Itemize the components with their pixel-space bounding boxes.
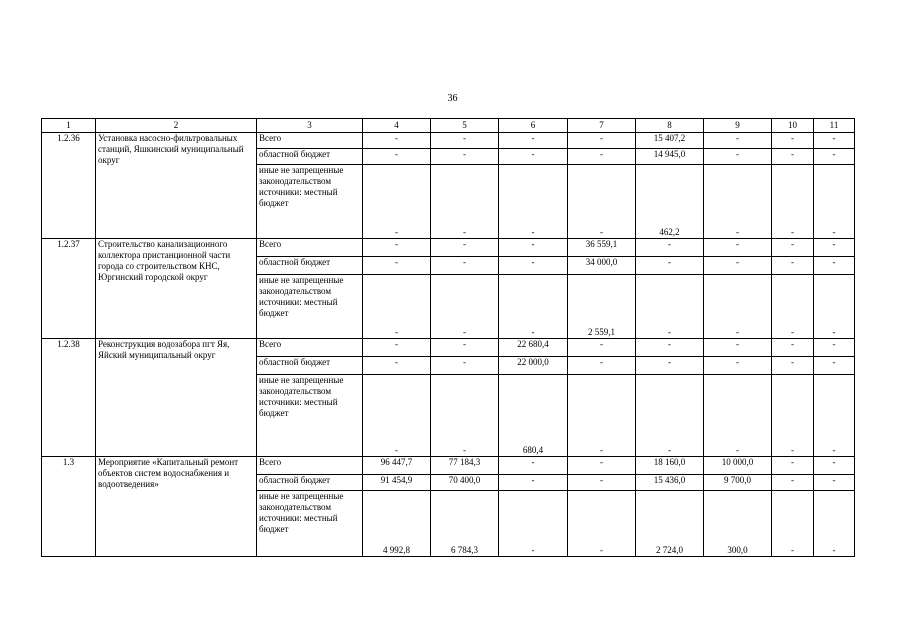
value-cell: -	[704, 239, 772, 257]
column-header: 11	[814, 119, 855, 133]
value-cell: 22 680,4	[499, 339, 568, 357]
funding-source: областной бюджет	[257, 357, 363, 375]
value-cell: -	[772, 275, 814, 339]
value-cell: 2 724,0	[636, 491, 704, 557]
value-cell: -	[704, 133, 772, 149]
value-cell: 462,2	[636, 165, 704, 239]
value-cell: 2 559,1	[568, 275, 636, 339]
value-cell: -	[814, 475, 855, 491]
value-cell: -	[814, 165, 855, 239]
value-cell: -	[772, 165, 814, 239]
funding-source: Всего	[257, 457, 363, 475]
value-cell: -	[772, 357, 814, 375]
value-cell: -	[568, 149, 636, 165]
value-cell: -	[363, 133, 431, 149]
value-cell: -	[499, 475, 568, 491]
value-cell: -	[363, 357, 431, 375]
value-cell: -	[814, 457, 855, 475]
value-cell: -	[568, 357, 636, 375]
value-cell: 6 784,3	[431, 491, 499, 557]
column-header: 5	[431, 119, 499, 133]
table-row	[42, 339, 855, 357]
value-cell: -	[636, 239, 704, 257]
value-cell: 9 700,0	[704, 475, 772, 491]
value-cell: -	[814, 239, 855, 257]
value-cell: 70 400,0	[431, 475, 499, 491]
value-cell: -	[499, 133, 568, 149]
value-cell: -	[814, 149, 855, 165]
value-cell: -	[499, 149, 568, 165]
value-cell: -	[636, 375, 704, 457]
value-cell: 91 454,9	[363, 475, 431, 491]
value-cell: 22 000,0	[499, 357, 568, 375]
funding-source: иные не запрещенные законодательством источники: местный бюджет	[257, 275, 363, 339]
value-cell: 4 992,8	[363, 491, 431, 557]
value-cell: 96 447,7	[363, 457, 431, 475]
row-code: 1.2.36	[42, 133, 96, 239]
funding-source: Всего	[257, 239, 363, 257]
value-cell: 300,0	[704, 491, 772, 557]
value-cell: -	[568, 375, 636, 457]
column-header: 6	[499, 119, 568, 133]
value-cell: -	[431, 257, 499, 275]
table-row	[42, 457, 855, 475]
value-cell: -	[499, 165, 568, 239]
column-header: 1	[42, 119, 96, 133]
row-code: 1.3	[42, 457, 96, 557]
value-cell: -	[704, 149, 772, 165]
value-cell: -	[814, 491, 855, 557]
value-cell: -	[431, 133, 499, 149]
value-cell: -	[499, 275, 568, 339]
value-cell: -	[431, 339, 499, 357]
value-cell: 15 436,0	[636, 475, 704, 491]
column-header: 2	[96, 119, 257, 133]
value-cell: -	[772, 475, 814, 491]
value-cell: -	[363, 275, 431, 339]
value-cell: -	[363, 149, 431, 165]
value-cell: -	[568, 133, 636, 149]
value-cell: -	[568, 475, 636, 491]
value-cell: -	[636, 339, 704, 357]
value-cell: -	[499, 457, 568, 475]
value-cell: -	[431, 165, 499, 239]
funding-source: Всего	[257, 133, 363, 149]
value-cell: -	[814, 133, 855, 149]
column-header: 9	[704, 119, 772, 133]
funding-source: областной бюджет	[257, 149, 363, 165]
table-row	[42, 133, 855, 149]
value-cell: -	[568, 491, 636, 557]
value-cell: 15 407,2	[636, 133, 704, 149]
row-name: Строительство канализационного коллектора пристанционной части города со строительством КНС, Юргинский городской округ	[96, 239, 257, 339]
funding-source: Всего	[257, 339, 363, 357]
value-cell: 34 000,0	[568, 257, 636, 275]
funding-source: областной бюджет	[257, 475, 363, 491]
value-cell: 14 945,0	[636, 149, 704, 165]
value-cell: -	[431, 357, 499, 375]
row-name: Мероприятие «Капитальный ремонт объектов систем водоснабжения и водоотведения»	[96, 457, 257, 557]
value-cell: -	[363, 257, 431, 275]
value-cell: -	[636, 275, 704, 339]
funding-source: областной бюджет	[257, 257, 363, 275]
value-cell: -	[568, 457, 636, 475]
value-cell: -	[772, 133, 814, 149]
value-cell: -	[636, 357, 704, 375]
value-cell: -	[772, 257, 814, 275]
value-cell: -	[363, 239, 431, 257]
value-cell: -	[568, 339, 636, 357]
value-cell: -	[431, 375, 499, 457]
value-cell: -	[772, 339, 814, 357]
value-cell: 36 559,1	[568, 239, 636, 257]
value-cell: -	[499, 239, 568, 257]
value-cell: -	[772, 491, 814, 557]
value-cell: -	[363, 165, 431, 239]
value-cell: -	[704, 339, 772, 357]
column-header: 4	[363, 119, 431, 133]
value-cell: -	[704, 375, 772, 457]
value-cell: -	[499, 491, 568, 557]
value-cell: -	[704, 275, 772, 339]
row-name: Реконструкция водозабора пгт Яя, Яйский муниципальный округ	[96, 339, 257, 457]
row-code: 1.2.37	[42, 239, 96, 339]
value-cell: -	[431, 239, 499, 257]
value-cell: -	[431, 149, 499, 165]
table-row	[42, 239, 855, 257]
value-cell: -	[431, 275, 499, 339]
value-cell: 77 184,3	[431, 457, 499, 475]
value-cell: -	[568, 165, 636, 239]
funding-source: иные не запрещенные законодательством источники: местный бюджет	[257, 375, 363, 457]
column-header: 8	[636, 119, 704, 133]
budget-table	[41, 118, 855, 557]
column-header: 10	[772, 119, 814, 133]
value-cell: -	[814, 339, 855, 357]
value-cell: -	[704, 165, 772, 239]
value-cell: -	[814, 275, 855, 339]
value-cell: -	[636, 257, 704, 275]
value-cell: -	[814, 375, 855, 457]
header-row	[42, 119, 855, 133]
row-code: 1.2.38	[42, 339, 96, 457]
value-cell: -	[772, 239, 814, 257]
value-cell: 10 000,0	[704, 457, 772, 475]
page-number: 36	[447, 93, 458, 104]
column-header: 3	[257, 119, 363, 133]
value-cell: -	[772, 149, 814, 165]
value-cell: -	[363, 339, 431, 357]
value-cell: -	[704, 357, 772, 375]
value-cell: 680,4	[499, 375, 568, 457]
value-cell: -	[814, 357, 855, 375]
row-name: Установка насосно-фильтровальных станций, Яшкинский муниципальный округ	[96, 133, 257, 239]
value-cell: -	[772, 457, 814, 475]
value-cell: -	[772, 375, 814, 457]
column-header: 7	[568, 119, 636, 133]
value-cell: -	[704, 257, 772, 275]
value-cell: -	[814, 257, 855, 275]
value-cell: -	[363, 375, 431, 457]
value-cell: -	[499, 257, 568, 275]
funding-source: иные не запрещенные законодательством источники: местный бюджет	[257, 491, 363, 557]
value-cell: 18 160,0	[636, 457, 704, 475]
funding-source: иные не запрещенные законодательством источники: местный бюджет	[257, 165, 363, 239]
